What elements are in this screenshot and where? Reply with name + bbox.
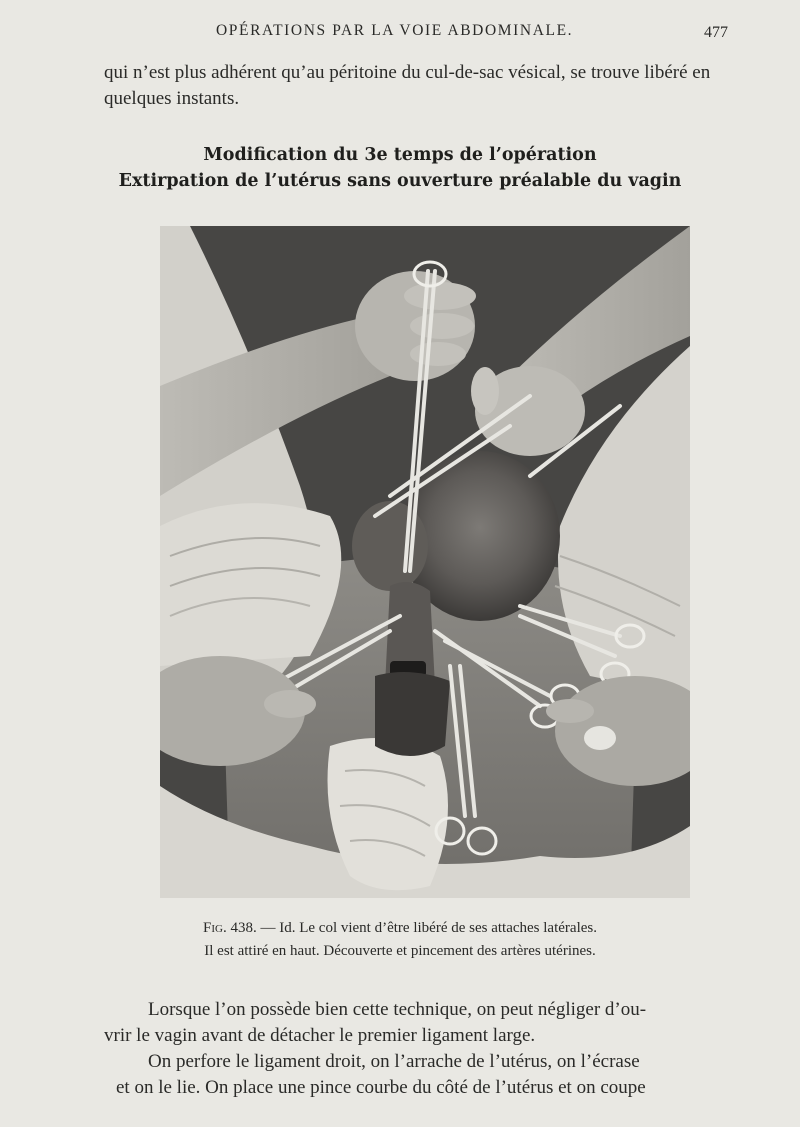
figure-caption-line-2: Il est attiré en haut. Découverte et pincement des artères utérines. [204, 943, 596, 959]
body-line: Lorsque l’on possède bien cette technique, on peut négliger d’ou- [148, 999, 647, 1020]
surgical-photograph [160, 226, 690, 898]
figure-caption-text: — Id. Le col vient d’être libéré de ses attaches latérales. [256, 920, 597, 936]
figure-label: Fig. 438. [203, 920, 257, 936]
figure-caption-line-1 [120, 917, 680, 940]
section-heading-line-1: Modification du 3e temps de l’opération [203, 145, 597, 165]
body-line: et on le lie. On place une pince courbe du côté de l’utérus et on coupe [116, 1077, 646, 1098]
section-heading-line-2: Extirpation de l’utérus sans ouverture préalable du vagin [118, 171, 682, 191]
body-line: On perfore le ligament droit, on l’arrache de l’utérus, on l’écrase [148, 1051, 640, 1072]
intro-paragraph: qui n’est plus adhérent qu’au péritoine du cul-de-sac vésical, se trouve libéré en quelques instants. [104, 62, 711, 109]
page-number: 477 [704, 24, 728, 41]
running-title: OPÉRATIONS PAR LA VOIE ABDOMINALE. [216, 22, 574, 39]
running-head [0, 20, 800, 44]
body-line: vrir le vagin avant de détacher le premier ligament large. [104, 1025, 536, 1046]
